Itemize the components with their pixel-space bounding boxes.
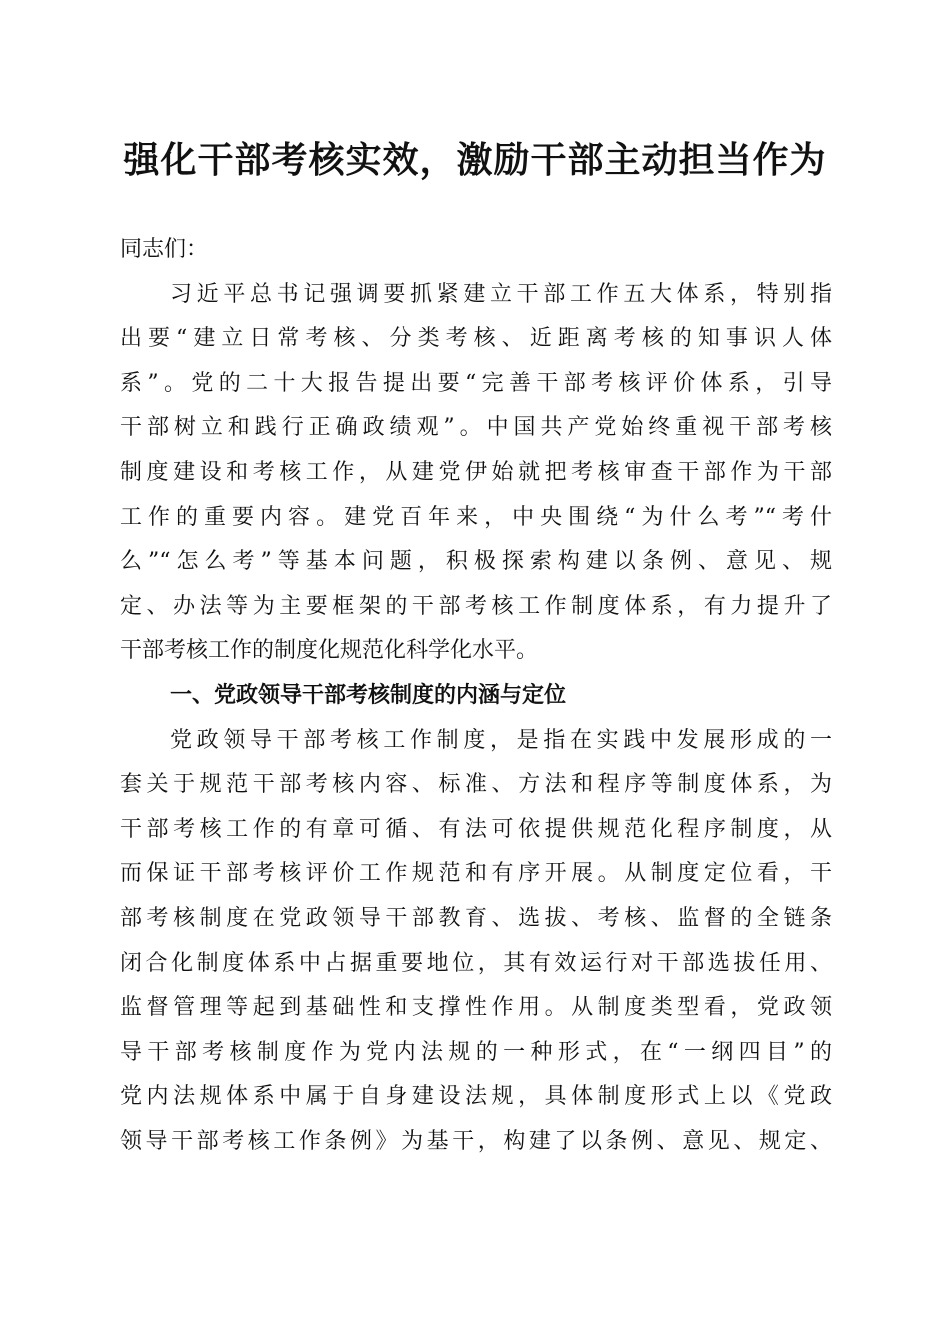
text-line: 监督管理等起到基础性和支撑性作用。从制度类型看，党政领 (120, 995, 832, 1021)
text-line: 干部树立和践行正确政绩观”。中国共产党始终重视干部考核 (120, 415, 832, 441)
text-line: 么”“怎么考”等基本问题，积极探索构建以条例、意见、规 (120, 549, 832, 575)
section-paragraph (120, 719, 832, 1165)
document-body (120, 228, 832, 1164)
text-line: 工作的重要内容。建党百年来，中央围绕“为什么考”“考什 (120, 504, 832, 530)
text-line: 导干部考核制度作为党内法规的一种形式，在“一纲四目”的 (120, 1039, 832, 1065)
text-line: 党政领导干部考核工作制度，是指在实践中发展形成的一 (170, 727, 832, 753)
text-line: 习近平总书记强调要抓紧建立干部工作五大体系，特别指 (170, 281, 832, 307)
text-line: 党内法规体系中属于自身建设法规，具体制度形式上以《党政 (120, 1084, 832, 1110)
text-line: 领导干部考核工作条例》为基干，构建了以条例、意见、规定、 (120, 1128, 832, 1154)
salutation: 同志们： (120, 237, 209, 262)
text-line: 干部考核工作的有章可循、有法可依提供规范化程序制度，从 (120, 816, 832, 842)
document-title: 强化干部考核实效，激励干部主动担当作为 (123, 139, 827, 181)
section-heading: 一、党政领导干部考核制度的内涵与定位 (170, 682, 567, 708)
text-line: 而保证干部考核评价工作规范和有序开展。从制度定位看，干 (120, 861, 832, 887)
text-line: 出要“建立日常考核、分类考核、近距离考核的知事识人体 (120, 326, 832, 352)
intro-paragraph (120, 273, 832, 674)
text-line: 闭合化制度体系中占据重要地位，其有效运行对干部选拔任用、 (120, 950, 832, 976)
text-line: 定、办法等为主要框架的干部考核工作制度体系，有力提升了 (120, 593, 832, 619)
text-line: 部考核制度在党政领导干部教育、选拔、考核、监督的全链条 (120, 905, 832, 931)
text-line: 制度建设和考核工作，从建党伊始就把考核审查干部作为干部 (120, 459, 832, 485)
text-line: 干部考核工作的制度化规范化科学化水平。 (120, 638, 539, 664)
text-line: 套关于规范干部考核内容、标准、方法和程序等制度体系，为 (120, 772, 832, 798)
text-line: 系”。党的二十大报告提出要“完善干部考核评价体系，引导 (120, 370, 832, 396)
